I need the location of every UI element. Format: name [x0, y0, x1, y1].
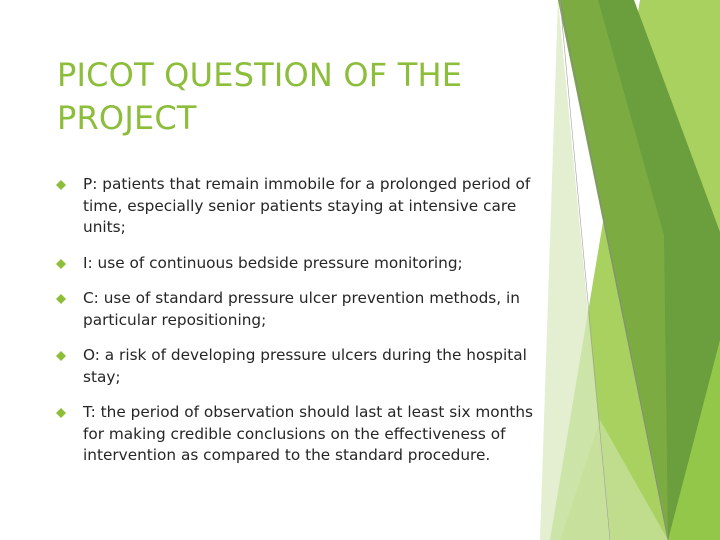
- bullet-item-i: [56, 253, 546, 275]
- bullet-list: [56, 174, 546, 481]
- bullet-text: O: a risk of developing pressure ulcers during the hospital stay;: [83, 346, 527, 386]
- bullet-text: C: use of standard pressure ulcer prevention methods, in particular repositioning;: [83, 289, 520, 329]
- bullet-text: P: patients that remain immobile for a prolonged period of time, especially senior patients staying at intensive care units;: [83, 175, 531, 236]
- bullet-text: T: the period of observation should last at least six months for making credible conclusions on the effectiveness of intervention as compared to the standard procedure.: [83, 403, 534, 464]
- diamond-bullet-icon: [56, 294, 66, 304]
- bullet-item-o: [56, 345, 546, 388]
- diamond-bullet-icon: [56, 259, 66, 269]
- bullet-item-p: [56, 174, 546, 239]
- bullet-text: I: use of continuous bedside pressure monitoring;: [83, 253, 463, 272]
- diamond-bullet-icon: [56, 180, 66, 190]
- slide-title: PICOT QUESTION OF THE PROJECT: [57, 56, 463, 137]
- bullet-item-t: [56, 402, 546, 467]
- bullet-item-c: [56, 288, 546, 331]
- diamond-bullet-icon: [56, 351, 66, 361]
- diamond-bullet-icon: [56, 408, 66, 418]
